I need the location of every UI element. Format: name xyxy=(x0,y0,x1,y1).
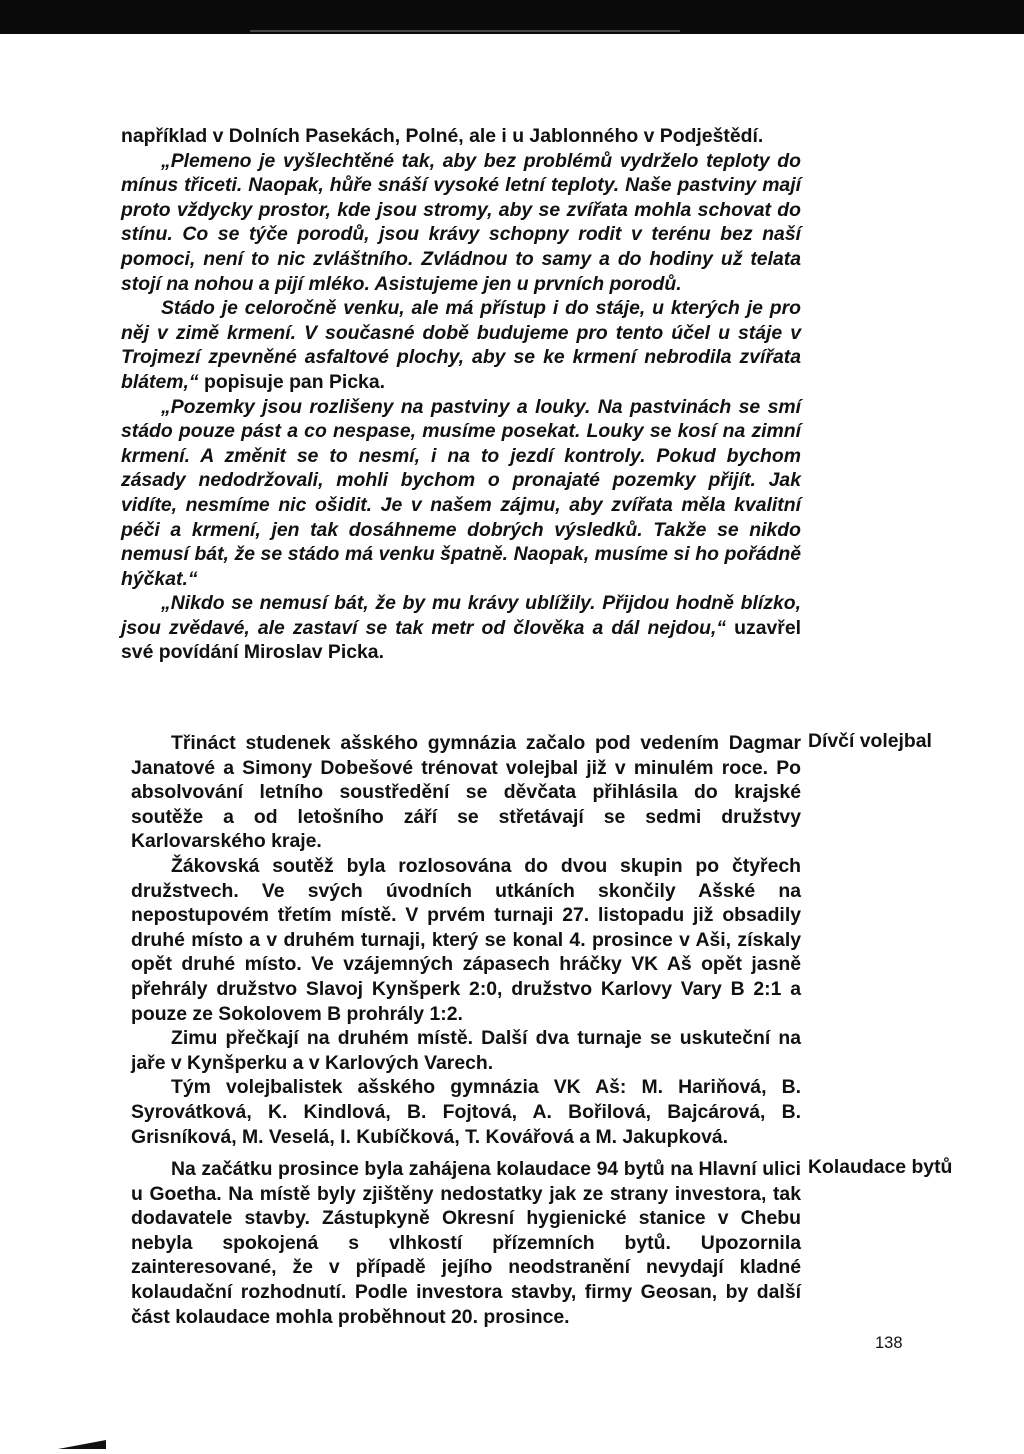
volleyball-paragraph-2: Žákovská soutěž byla rozlosována do dvou skupin po čtyřech družstvech. Ve svých úvodních utkáních skončily Ašské na nepostupovém třetím místě. V prvém turnaji 27. listopadu již obsadily druhé místo a v druhém turnaji, který se konal 4. prosince v Aši, získaly opět druhé místo. Ve vzájemných zápasech hráčky VK Aš opět jasně přehrály družstvo Slavoj Kynšperk 2:0, družstvo Karlovy Vary B 2:1 a pouze ze Sokolovem B prohrály 1:2. xyxy=(131,854,801,1025)
volleyball-paragraph-1: Třináct studenek ašského gymnázia začalo pod vedením Dagmar Janatové a Simony Dobešové trénovat volejbal již v minulém roce. Po absolvování letního soustředění se děvčata přihlásila do krajské soutěže a od letošního září se střetávají se sedmi družstvy Karlovarského kraje. xyxy=(131,732,801,853)
volleyball-article xyxy=(131,731,801,1149)
quote-paragraph-4 xyxy=(121,591,801,665)
quote-paragraph-4-attribution: uzavřel své povídání Miroslav Picka. xyxy=(121,616,801,664)
scan-corner-mark xyxy=(58,1440,106,1449)
page-number: 138 xyxy=(875,1334,903,1352)
quote-paragraph-2 xyxy=(121,296,801,394)
kolaudace-paragraph: Na začátku prosince byla zahájena kolaudace 94 bytů na Hlavní ulici u Goetha. Na místě byly zjištěny nedostatky jak ze strany investora, tak dodavatele stavby. Zástupkyně Okresní hygienické stanice v Chebu nebyla spokojená s vlhkostí přízemních bytů. Upozornila zainteresované, že v případě jejího neodstranění nevydají kladné kolaudační rozhodnutí. Podle investora stavby, firmy Geosan, by další část kolaudace mohla proběhnout 20. prosince. xyxy=(131,1158,801,1328)
volleyball-paragraph-4: Tým volejbalistek ašského gymnázia VK Aš: M. Hariňová, B. Syrovátková, K. Kindlová, B. Fojtová, A. Bořilová, Bajcárová, B. Grisníková, M. Veselá, I. Kubíčková, T. Kovářová a M. Jakupková. xyxy=(131,1076,801,1148)
kolaudace-article xyxy=(131,1157,801,1329)
quote-paragraph-2-quote: Stádo je celoročně venku, ale má přístup i do stáje, u kterých je pro něj v zimě krmení. V současné době budujeme pro tento účel u stáje v Trojmezí zpevněné asfaltové plochy, aby se ke krmení nebrodila zvířata blátem,“ xyxy=(121,297,801,393)
scan-top-border xyxy=(0,0,1024,34)
quote-paragraph-3: „Pozemky jsou rozlišeny na pastviny a louky. Na pastvinách se smí stádo pouze pást a co nespase, musíme posekat. Louky se kosí na zimní krmení. A změnit se to nesmí, i na to jezdí kontroly. Pokud bychom zásady nedodržovali, mohli bychom o pronajaté pozemky přijít. Jak vidíte, nesmíme nic ošidit. Je v našem zájmu, aby zvířata měla kvalitní péči a krmení, jen tak dosáhneme dobrých výsledků. Takže se nikdo nemusí bát, že se stádo má venku špatně. Naopak, musíme si ho pořádně hýčkat.“ xyxy=(121,395,801,590)
quote-paragraph-4-quote: „Nikdo se nemusí bát, že by mu krávy ublížily. Přijdou hodně blízko, jsou zvědavé, ale zastaví se tak metr od člověka a dál nejdou,“ xyxy=(121,592,801,639)
section-label-volleyball: Dívčí volejbal xyxy=(808,730,932,752)
section-label-kolaudace: Kolaudace bytů xyxy=(808,1156,953,1178)
quote-paragraph-1: „Plemeno je vyšlechtěné tak, aby bez problémů vydrželo teploty do mínus třiceti. Naopak, hůře snáší vysoké letní teploty. Naše pastviny mají proto vždycky prostor, kde jsou stromy, aby se zvířata mohla schovat do stínu. Co se týče porodů, jsou krávy schopny rodit v terénu bez naší pomoci, není to nic zvláštního. Zvládnou to samy a do hodiny už telata stojí na nohou a pijí mléko. Asistujeme jen u prvních porodů. xyxy=(121,149,801,295)
volleyball-paragraph-3: Zimu přečkají na druhém místě. Další dva turnaje se uskuteční na jaře v Kynšperku a v Karlových Varech. xyxy=(131,1027,801,1074)
intro-paragraph: například v Dolních Pasekách, Polné, ale i u Jablonného v Podještědí. xyxy=(121,125,764,147)
quote-paragraph-2-attribution: popisuje pan Picka. xyxy=(198,370,386,393)
article-continuation xyxy=(121,124,801,665)
scan-top-border-line xyxy=(250,30,680,32)
